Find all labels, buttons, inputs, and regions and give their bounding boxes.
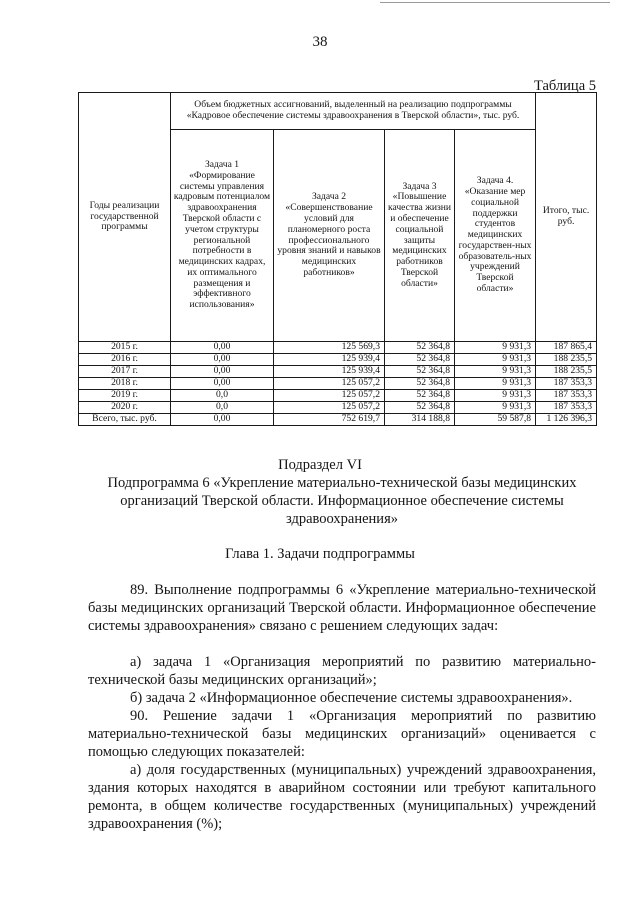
total-cell: 187 353,3 bbox=[536, 378, 597, 390]
task3-cell: 52 364,8 bbox=[385, 354, 455, 366]
task1-cell: 0,0 bbox=[171, 390, 274, 402]
table-row bbox=[79, 354, 597, 366]
task4-cell: 9 931,3 bbox=[455, 354, 536, 366]
subprogram-title: Подпрограмма 6 «Укрепление материально-технической базы медицинских организаций Тверской области. Информационное обеспечение системы здравоохранения» bbox=[107, 475, 577, 527]
table-caption: Таблица 5 bbox=[533, 78, 596, 94]
year-cell: Всего, тыс. руб. bbox=[79, 414, 171, 426]
header-task-3: Задача 3 «Повышение качества жизни и обеспечение социальной защиты медицинских работников Тверской области» bbox=[385, 130, 455, 342]
year-cell: 2016 г. bbox=[79, 354, 171, 366]
task2-cell: 752 619,7 bbox=[274, 414, 385, 426]
paragraph-90: 90. Решение задачи 1 «Организация мероприятий по развитию материально-технической базы медицинских организаций» оценивается с помощью следующих показателей: bbox=[88, 708, 596, 760]
task2-cell: 125 939,4 bbox=[274, 366, 385, 378]
task2-cell: 125 057,2 bbox=[274, 402, 385, 414]
task3-cell: 52 364,8 bbox=[385, 366, 455, 378]
year-cell: 2015 г. bbox=[79, 342, 171, 354]
year-cell: 2020 г. bbox=[79, 402, 171, 414]
total-cell: 1 126 396,3 bbox=[536, 414, 597, 426]
task4-cell: 9 931,3 bbox=[455, 402, 536, 414]
table-row bbox=[79, 402, 597, 414]
task3-cell: 52 364,8 bbox=[385, 390, 455, 402]
task4-cell: 9 931,3 bbox=[455, 390, 536, 402]
task2-cell: 125 057,2 bbox=[274, 378, 385, 390]
task1-cell: 0,00 bbox=[171, 378, 274, 390]
total-cell: 187 353,3 bbox=[536, 402, 597, 414]
header-task-4: Задача 4. «Оказание мер социальной поддержки студентов медицинских государствен-ных образователь-ных учреждений Тверской области» bbox=[455, 130, 536, 342]
task4-cell: 9 931,3 bbox=[455, 378, 536, 390]
task4-cell: 59 587,8 bbox=[455, 414, 536, 426]
task1-cell: 0,00 bbox=[171, 414, 274, 426]
table-header-row bbox=[79, 93, 597, 130]
header-total: Итого, тыс. руб. bbox=[536, 93, 597, 342]
year-cell: 2018 г. bbox=[79, 378, 171, 390]
task3-cell: 52 364,8 bbox=[385, 402, 455, 414]
task1-cell: 0,00 bbox=[171, 342, 274, 354]
task2-cell: 125 939,4 bbox=[274, 354, 385, 366]
task2-cell: 125 569,3 bbox=[274, 342, 385, 354]
header-task-1: Задача 1 «Формирование системы управления кадровым потенциалом здравоохранения Тверской области с учетом структуры региональной потребности в медицинских кадрах, их оптимального размещения и эффективного использования» bbox=[171, 130, 274, 342]
top-rule bbox=[380, 2, 610, 3]
total-cell: 188 235,5 bbox=[536, 354, 597, 366]
budget-table bbox=[78, 92, 597, 426]
header-group: Объем бюджетных ассигнований, выделенный на реализацию подпрограммы «Кадровое обеспечение системы здравоохранения в Тверской области», тыс. руб. bbox=[171, 93, 536, 130]
task3-cell: 314 188,8 bbox=[385, 414, 455, 426]
total-cell: 188 235,5 bbox=[536, 366, 597, 378]
paragraph-90a: а) доля государственных (муниципальных) учреждений здравоохранения, здания которых находятся в аварийном состоянии или требуют капитального ремонта, в общем количестве государственных (муниципальных) учреждений здравоохранения (%); bbox=[88, 762, 596, 832]
chapter-heading: Глава 1. Задачи подпрограммы bbox=[225, 546, 415, 562]
header-years: Годы реализации государственной программы bbox=[79, 93, 171, 342]
page-number: 38 bbox=[312, 34, 328, 50]
table-row bbox=[79, 342, 597, 354]
table-row bbox=[79, 366, 597, 378]
table-row bbox=[79, 378, 597, 390]
task4-cell: 9 931,3 bbox=[455, 366, 536, 378]
paragraph-89a: а) задача 1 «Организация мероприятий по развитию материально-технической базы медицинских организаций»; bbox=[88, 654, 596, 688]
header-task-2: Задача 2 «Совершенствование условий для планомерного роста профессионального уровня знаний и навыков медицинских работников» bbox=[274, 130, 385, 342]
total-cell: 187 865,4 bbox=[536, 342, 597, 354]
table-row bbox=[79, 414, 597, 426]
paragraph-89: 89. Выполнение подпрограммы 6 «Укрепление материально-технической базы медицинских организаций Тверской области. Информационное обеспечение системы здравоохранения» связано с решением следующих задач: bbox=[88, 582, 596, 634]
task1-cell: 0,0 bbox=[171, 402, 274, 414]
task4-cell: 9 931,3 bbox=[455, 342, 536, 354]
total-cell: 187 353,3 bbox=[536, 390, 597, 402]
year-cell: 2017 г. bbox=[79, 366, 171, 378]
subsection-heading: Подраздел VI bbox=[278, 457, 362, 473]
task3-cell: 52 364,8 bbox=[385, 342, 455, 354]
paragraph-89b: б) задача 2 «Информационное обеспечение системы здравоохранения». bbox=[130, 690, 573, 706]
task1-cell: 0,00 bbox=[171, 366, 274, 378]
table-row bbox=[79, 390, 597, 402]
task1-cell: 0,00 bbox=[171, 354, 274, 366]
year-cell: 2019 г. bbox=[79, 390, 171, 402]
task2-cell: 125 057,2 bbox=[274, 390, 385, 402]
task3-cell: 52 364,8 bbox=[385, 378, 455, 390]
